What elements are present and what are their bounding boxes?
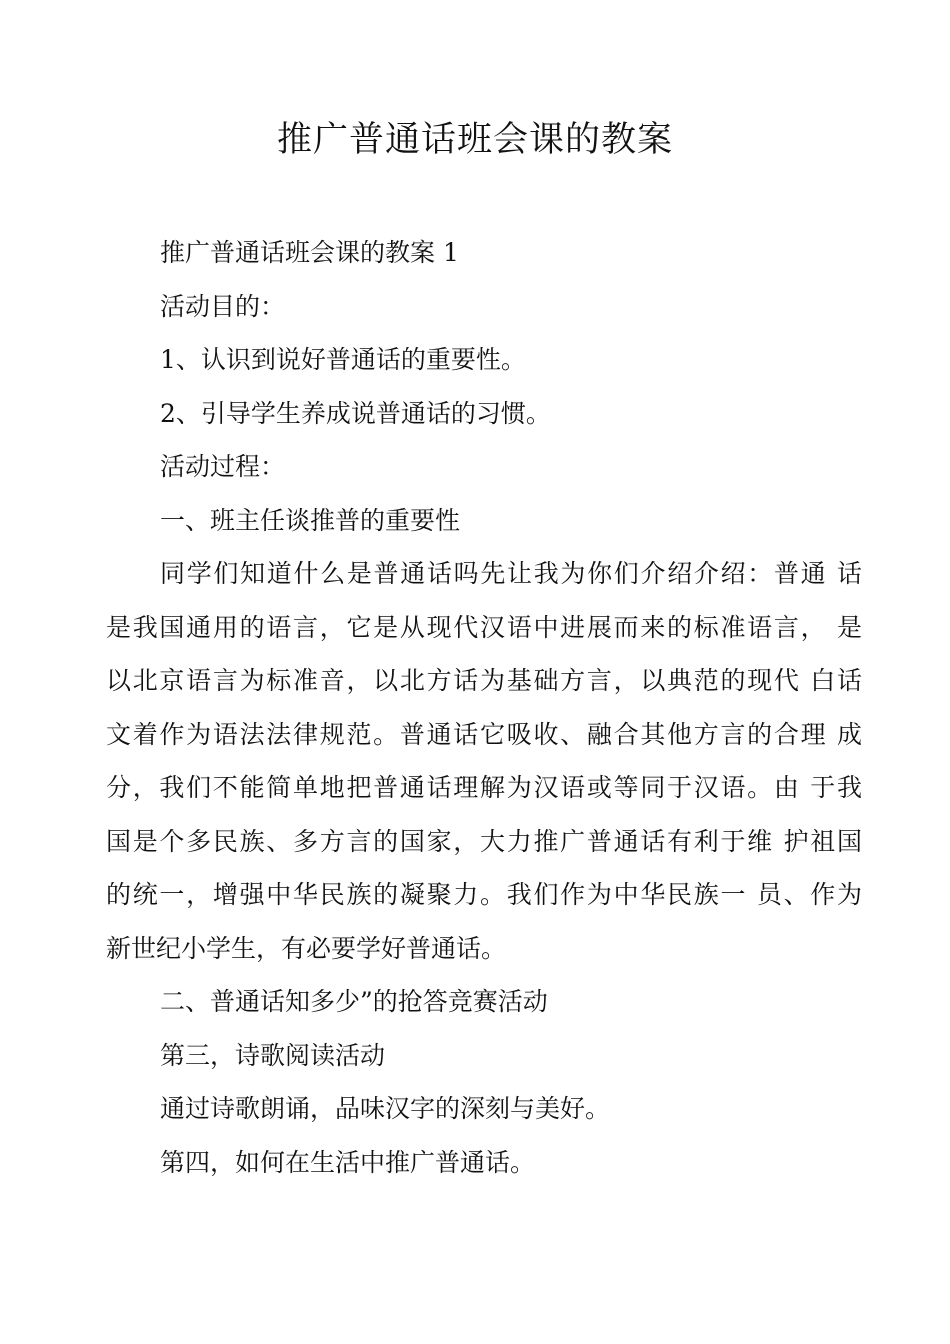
- subsection-heading: 二、普通话知多少”的抢答竞赛活动: [160, 987, 548, 1016]
- paragraph-line: 是我国通用的语言，它是从现代汉语中进展而来的标准语言， 是: [106, 612, 862, 642]
- section-heading: 推广普通话班会课的教案 1: [160, 238, 459, 267]
- document-body: [106, 226, 862, 1189]
- paragraph-line: 同学们知道什么是普通话吗先让我为你们介绍介绍：普通 话: [160, 559, 862, 588]
- paragraph-line: 活动目的：: [160, 291, 286, 321]
- document-title: 推广普通话班会课的教案: [276, 120, 673, 160]
- subsection-heading: 第三，诗歌阅读活动: [160, 1040, 386, 1070]
- paragraph-line: 以北京语言为标准音，以北方话为基础方言，以典范的现代 白话: [106, 666, 862, 695]
- list-item: 2、引导学生养成说普通话的习惯。: [160, 398, 551, 428]
- list-item: 1、认识到说好普通话的重要性。: [160, 345, 526, 374]
- paragraph-line: 文着作为语法法律规范。普通话它吸收、融合其他方言的合理 成: [106, 719, 862, 749]
- subsection-heading: 第四，如何在生活中推广普通话。: [160, 1147, 536, 1177]
- paragraph-line: 国是个多民族、多方言的国家，大力推广普通话有利于维 护祖国: [106, 826, 862, 856]
- subsection-heading: 一、班主任谈推普的重要性: [160, 505, 461, 535]
- paragraph-line: 的统一，增强中华民族的凝聚力。我们作为中华民族一 员、作为: [106, 880, 862, 909]
- paragraph-line: 活动过程：: [160, 452, 286, 481]
- paragraph-line: 新世纪小学生，有必要学好普通话。: [106, 933, 507, 963]
- paragraph-line: 通过诗歌朗诵，品味汉字的深刻与美好。: [160, 1094, 611, 1123]
- paragraph-line: 分，我们不能简单地把普通话理解为汉语或等同于汉语。由 于我: [106, 773, 862, 802]
